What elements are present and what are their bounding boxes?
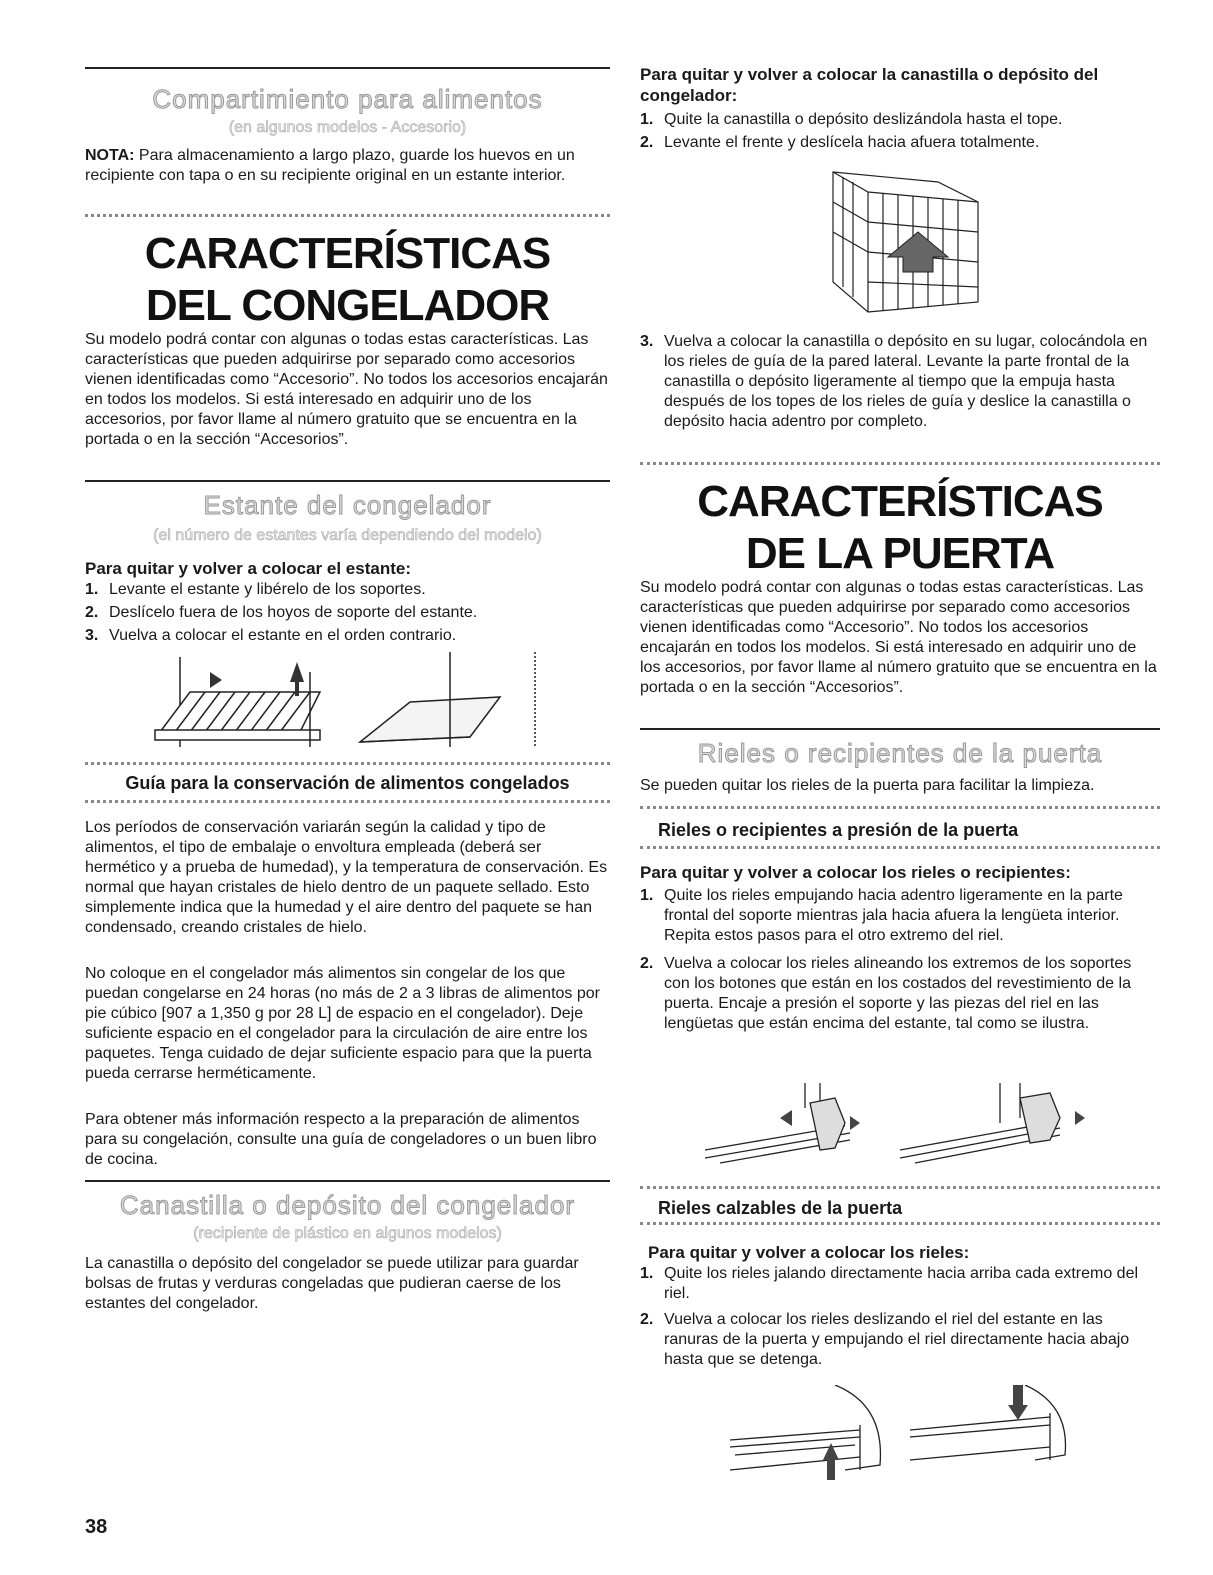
dotted-divider	[640, 462, 1160, 465]
list-item: 3. Vuelva a colocar la canastilla o depósito en su lugar, colocándola en los rieles de guía de la pared lateral. Levante la parte frontal de la canastilla o depósito ligeramente al tiempo que la empuja hasta después de los topes de los rieles de guía y deslice la canastilla o depósito hacia adentro por completo.	[640, 333, 1148, 430]
dotted-divider	[85, 800, 610, 803]
basket-instructions-heading: Para quitar y volver a colocar la canastilla o depósito del congelador:	[640, 65, 1099, 105]
press-rail-illustration	[700, 1078, 1110, 1168]
wedge-rails-title: Rieles calzables de la puerta	[658, 1198, 903, 1218]
basket-description: La canastilla o depósito del congelador se puede utilizar para guardar bolsas de frutas y verduras congeladas que pudieran caerse de los estantes del congelador.	[85, 1255, 579, 1312]
dotted-divider	[640, 1186, 1160, 1189]
frozen-food-guide-title: Guía para la conservación de alimentos congelados	[125, 773, 570, 793]
list-item: 1. Quite los rieles empujando hacia adentro ligeramente en la parte frontal del soporte mientras jala hacia afuera la lengüeta interior. Repita estos pasos para el otro extremo del riel.	[640, 887, 1123, 944]
section-rule	[640, 728, 1160, 730]
list-item: 2. Levante el frente y deslícela hacia afuera totalmente.	[640, 134, 1040, 151]
section-rule	[85, 1180, 610, 1182]
heading-line-2: DEL CONGELADOR	[145, 281, 550, 330]
section-rule	[85, 480, 610, 482]
basket-steps-list	[640, 110, 1160, 156]
section-subtitle-freezer-shelf: (el número de estantes varía dependiendo del modelo)	[153, 527, 542, 544]
guide-paragraph-3: Para obtener más información respecto a la preparación de alimentos para su congelación, consulte una guía de congeladores o un buen libro de cocina.	[85, 1111, 597, 1168]
dotted-divider	[640, 806, 1160, 809]
list-item: 1. Quite los rieles jalando directamente hacia arriba cada extremo del riel.	[640, 1265, 1139, 1302]
press-rails-title: Rieles o recipientes a presión de la puerta	[658, 820, 1019, 840]
list-item: 1. Levante el estante y libérelo de los soportes.	[85, 581, 426, 598]
wedge-rail-illustration	[725, 1385, 1075, 1485]
wire-basket-illustration	[828, 162, 988, 317]
nota-paragraph	[85, 146, 610, 186]
press-rails-steps	[640, 886, 1160, 1037]
shelf-instructions-heading: Para quitar y volver a colocar el estante:	[85, 559, 411, 578]
guide-paragraph-1: Los períodos de conservación variarán según la calidad y tipo de alimentos, el tipo de embalaje o envoltura empleada (deberá ser hermético y a prueba de humedad), y la temperatura de conservación. Es normal que hayan cristales de hielo dentro de un paquete sellado. Esto simplemente indica que la humedad y el aire dentro del paquete se han condensado, creando cristales de hielo.	[85, 819, 608, 936]
nota-label: NOTA:	[85, 147, 135, 164]
section-title-freezer-basket: Canastilla o depósito del congelador	[119, 1190, 576, 1220]
freezer-intro: Su modelo podrá contar con algunas o todas estas características. Las características que pueden adquirirse por separado como accesorios vienen identificadas como “Accesorio”. No todos los accesorios encajarán en todos los modelos. Si está interesado en adquirir uno de los accesorios, por favor llame al número gratuito que se encuentra en la portada o en la sección “Accesorios”.	[85, 331, 608, 448]
dotted-divider	[640, 846, 1160, 849]
shelf-illustration	[150, 652, 550, 752]
section-title-door-bins: Rieles o recipientes de la puerta	[697, 738, 1103, 768]
heading-line-1: CARACTERÍSTICAS	[697, 477, 1103, 526]
list-item: 3. Vuelva a colocar el estante en el orden contrario.	[85, 627, 457, 644]
heading-door-features	[640, 476, 1160, 580]
press-rails-heading: Para quitar y volver a colocar los rieles o recipientes:	[640, 863, 1071, 882]
heading-freezer-features	[85, 228, 610, 332]
section-subtitle-food-compartment: (en algunos modelos - Accesorio)	[228, 119, 467, 136]
basket-step-3	[640, 332, 1160, 435]
section-title-freezer-shelf: Estante del congelador	[203, 490, 492, 520]
door-bins-description: Se pueden quitar los rieles de la puerta para facilitar la limpieza.	[640, 777, 1095, 794]
list-item: 2. Vuelva a colocar los rieles deslizando el riel del estante en las ranuras de la puerta y empujando el riel directamente hacia abajo hasta que se detenga.	[640, 1311, 1130, 1368]
list-item: 2. Vuelva a colocar los rieles alineando los extremos de los soportes con los botones que están en los costados del revestimiento de la puerta. Encaje a presión el soporte y las piezas del riel en las lengüetas que están encima del estante, tal como se ilustra.	[640, 955, 1132, 1032]
list-item: 2. Deslícelo fuera de los hoyos de soporte del estante.	[85, 604, 478, 621]
dotted-divider	[640, 1222, 1160, 1225]
nota-text: Para almacenamiento a largo plazo, guarde los huevos en un recipiente con tapa o en su recipiente original en un estante interior.	[85, 147, 575, 184]
section-title-food-compartment: Compartimiento para alimentos	[152, 84, 543, 114]
wedge-rails-steps	[640, 1264, 1160, 1373]
list-item: 1. Quite la canastilla o depósito deslizándola hasta el tope.	[640, 111, 1063, 128]
wedge-rails-heading: Para quitar y volver a colocar los rieles:	[648, 1243, 970, 1262]
section-subtitle-freezer-basket: (recipiente de plástico en algunos modelos)	[193, 1225, 502, 1242]
top-rule	[85, 67, 610, 69]
door-intro: Su modelo podrá contar con algunas o todas estas características. Las características que pueden adquirirse por separado como accesorios vienen identificadas como “Accesorio”. No todos los accesorios encajarán en todos los modelos. Si está interesado en adquirir uno de los accesorios, por favor llame al número gratuito que se encuentra en la portada o en la sección “Accesorios”.	[640, 579, 1157, 696]
dotted-divider	[85, 762, 610, 765]
heading-line-1: CARACTERÍSTICAS	[144, 229, 551, 278]
dotted-divider	[85, 214, 610, 217]
guide-paragraph-2: No coloque en el congelador más alimentos sin congelar de los que puedan congelarse en 24 horas (no más de 2 a 3 libras de alimentos por pie cúbico [907 a 1,350 g por 28 L] de espacio en el congelador). Deje suficiente espacio en el congelador para la circulación de aire entre los paquetes. Tenga cuidado de dejar suficiente espacio para que la puerta pueda cerrarse herméticamente.	[85, 965, 600, 1082]
heading-line-2: DE LA PUERTA	[745, 529, 1055, 578]
shelf-steps-list	[85, 580, 610, 649]
page-number: 38	[85, 1516, 108, 1538]
